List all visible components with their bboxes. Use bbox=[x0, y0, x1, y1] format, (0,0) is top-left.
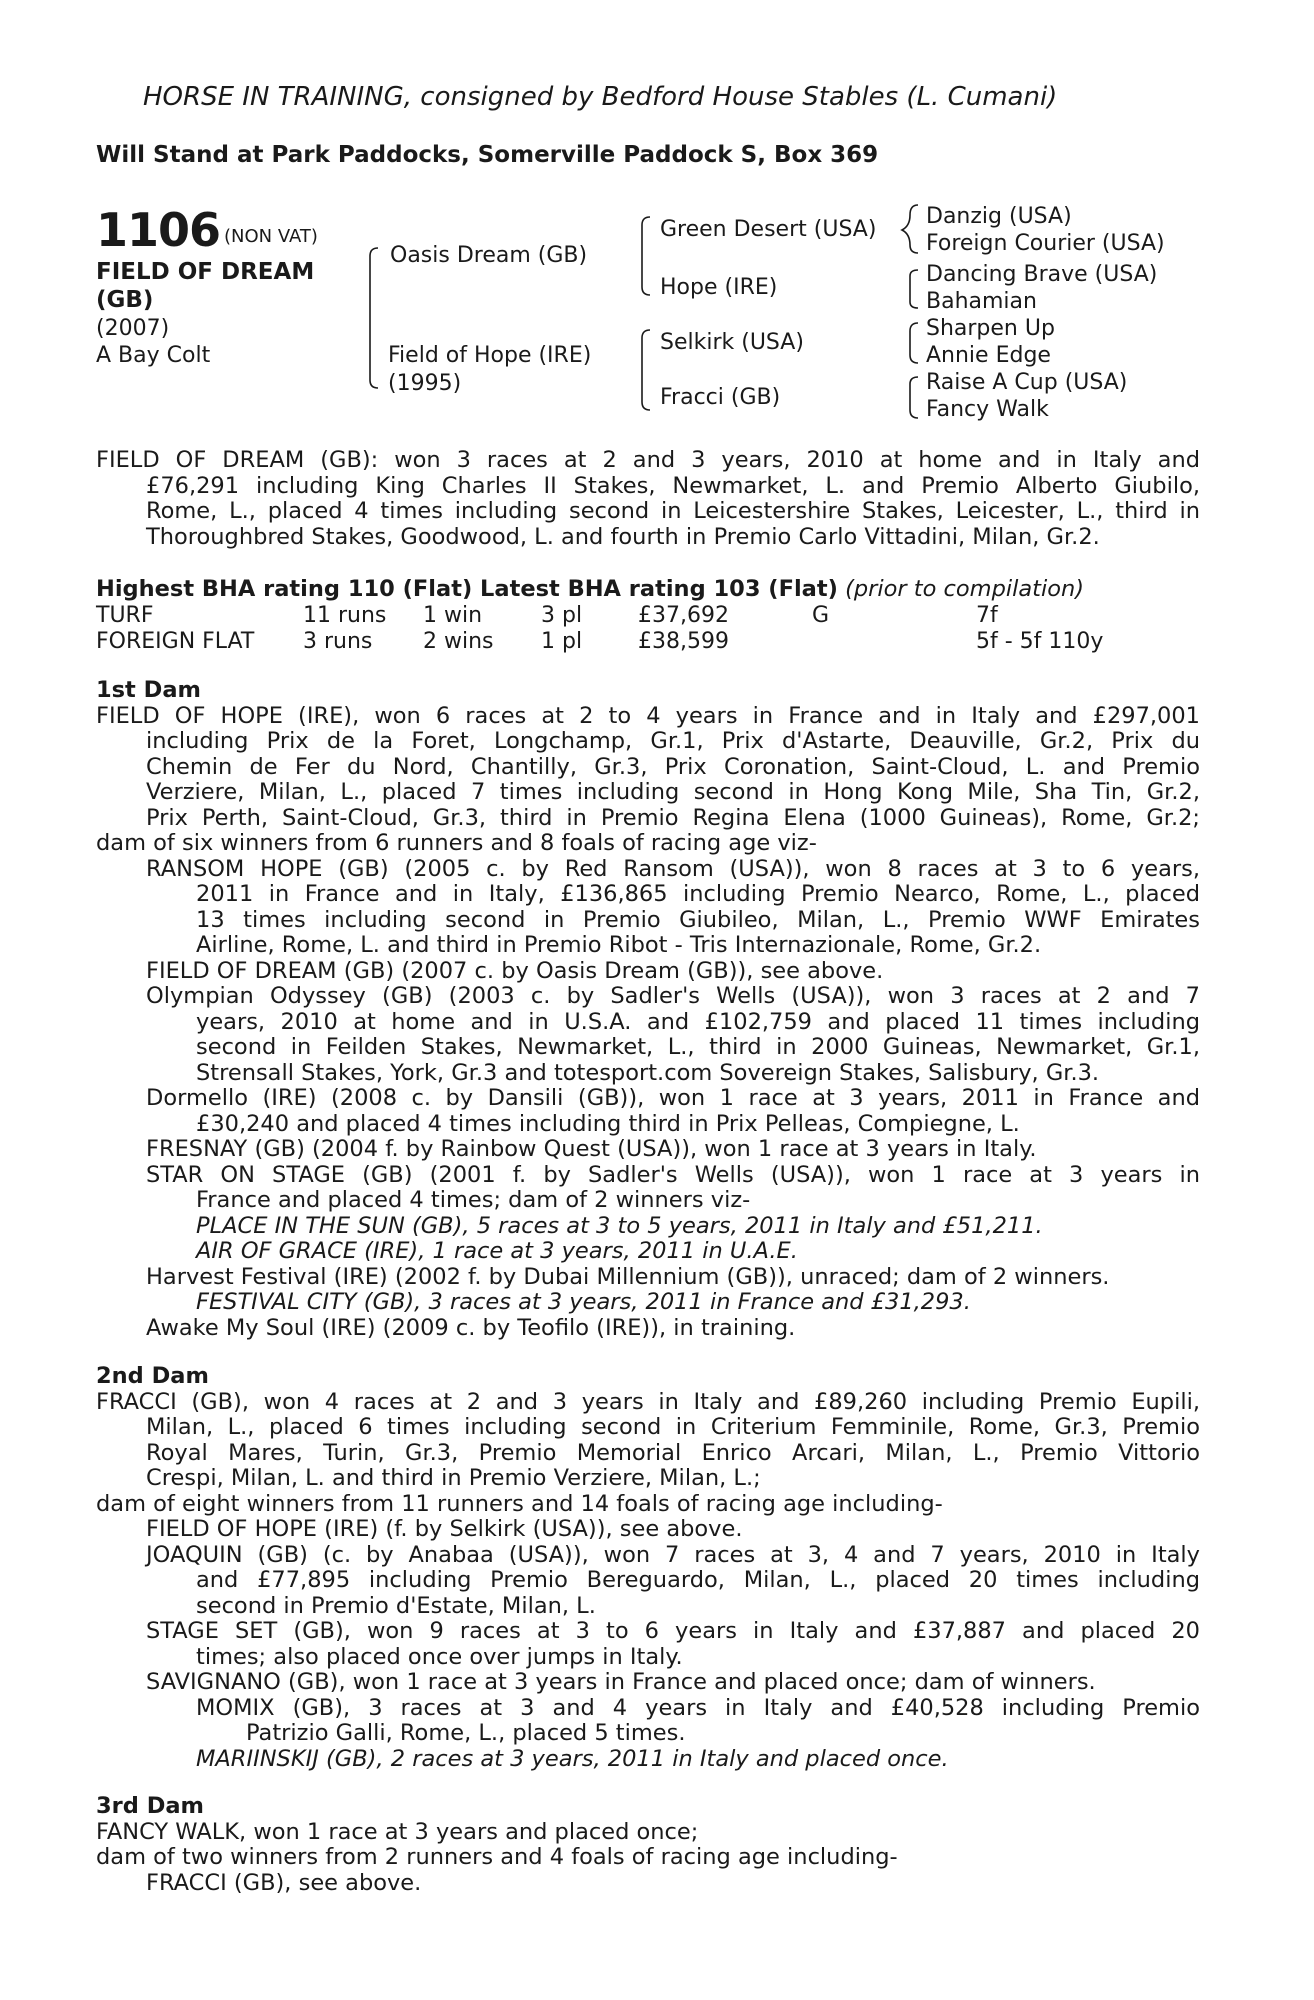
produce-line: STAGE SET (GB), won 9 races at 3 to 6 years in Italy and £37,887 and placed 20 bbox=[146, 1618, 1200, 1644]
dam-line: Prix Perth, Saint-Cloud, Gr.3, third in Premio Regina Elena (1000 Guineas), Rome, Gr.2; bbox=[146, 804, 1200, 831]
dam-line: dam of eight winners from 11 runners and 14 foals of racing age including- bbox=[96, 1490, 943, 1517]
pedigree-ggp: Danzig (USA) bbox=[926, 204, 1072, 229]
perf-runs: 3 runs bbox=[303, 629, 373, 654]
pedigree-ggp: Raise A Cup (USA) bbox=[926, 370, 1128, 395]
produce-line: FRACCI (GB), see above. bbox=[146, 1869, 422, 1896]
produce-line: PLACE IN THE SUN (GB), 5 races at 3 to 5 years, 2011 in Italy and £51,211. bbox=[196, 1212, 1043, 1239]
foaling-year: (2007) bbox=[96, 316, 170, 341]
pedigree-dam-year: (1995) bbox=[388, 371, 462, 396]
produce-line: years, 2010 at home and in U.S.A. and £102,759 and placed 11 times including bbox=[196, 1008, 1200, 1035]
pedigree-ggp: Sharpen Up bbox=[926, 316, 1055, 341]
ratings-heading-text: Highest BHA rating 110 (Flat) Latest BHA rating 103 (Flat) bbox=[96, 576, 838, 602]
perf-earnings: £38,599 bbox=[638, 629, 729, 654]
horse-name-line2: (GB) bbox=[96, 287, 154, 313]
produce-line: Awake My Soul (IRE) (2009 c. by Teofilo (IRE)), in training. bbox=[146, 1314, 796, 1341]
pedigree-ggp: Fancy Walk bbox=[926, 397, 1049, 422]
perf-wins: 1 win bbox=[423, 603, 483, 628]
pedigree-sire-sire: Green Desert (USA) bbox=[660, 217, 877, 242]
perf-type: TURF bbox=[96, 603, 154, 628]
first-dam-section bbox=[96, 678, 1200, 1341]
horse-name-line1: FIELD OF DREAM bbox=[96, 259, 315, 285]
produce-line: second in Premio d'Estate, Milan, L. bbox=[196, 1592, 596, 1619]
dam-line: dam of six winners from 6 runners and 8 foals of racing age viz- bbox=[96, 830, 817, 856]
produce-line: FIELD OF DREAM (GB) (2007 c. by Oasis Dream (GB)), see above. bbox=[146, 957, 884, 984]
dam-line: dam of two winners from 2 runners and 4 foals of racing age including- bbox=[96, 1844, 898, 1870]
second-dam-section bbox=[96, 1364, 1200, 1772]
produce-line: times; also placed once over jumps in Italy. bbox=[196, 1643, 683, 1670]
perf-wins: 2 wins bbox=[423, 629, 494, 654]
produce-line: RANSOM HOPE (GB) (2005 c. by Red Ransom (USA)), won 8 races at 3 to 6 years, bbox=[146, 855, 1200, 882]
perf-distance: 7f bbox=[976, 603, 998, 628]
dam-line: FIELD OF HOPE (IRE), won 6 races at 2 to 4 years in France and in Italy and £297,001 bbox=[96, 702, 1200, 729]
perf-placed: 1 pl bbox=[541, 629, 583, 654]
pedigree-dam-dam: Fracci (GB) bbox=[660, 385, 781, 410]
summary-line: FIELD OF DREAM (GB): won 3 races at 2 and 3 years, 2010 at home and in Italy and bbox=[96, 447, 1200, 473]
summary-line: Thoroughbred Stakes, Goodwood, L. and fourth in Premio Carlo Vittadini, Milan, Gr.2. bbox=[146, 523, 1100, 550]
pedigree-ggp: Annie Edge bbox=[926, 343, 1051, 368]
dam-line: Verziere, Milan, L., placed 7 times including second in Hong Kong Mile, Sha Tin, Gr.2, bbox=[146, 779, 1200, 805]
produce-line: FIELD OF HOPE (IRE) (f. by Selkirk (USA)), see above. bbox=[146, 1516, 743, 1542]
pedigree-ggp: Dancing Brave (USA) bbox=[926, 262, 1158, 287]
ratings-heading bbox=[96, 576, 1084, 602]
page-header-title: HORSE IN TRAINING, consigned by Bedford House Stables (L. Cumani) bbox=[143, 82, 1058, 112]
produce-line: MARIINSKIJ (GB), 2 races at 3 years, 2011 in Italy and placed once. bbox=[196, 1745, 949, 1772]
dam-line: including Prix de la Foret, Longchamp, Gr.1, Prix d'Astarte, Deauville, Gr.2, Prix du bbox=[146, 728, 1200, 754]
produce-line: AIR OF GRACE (IRE), 1 race at 3 years, 2011 in U.A.E. bbox=[196, 1238, 798, 1264]
produce-line: FESTIVAL CITY (GB), 3 races at 3 years, 2011 in France and £31,293. bbox=[196, 1289, 971, 1315]
produce-line: MOMIX (GB), 3 races at 3 and 4 years in Italy and £40,528 including Premio bbox=[196, 1694, 1200, 1721]
pedigree-sire-dam: Hope (IRE) bbox=[660, 275, 778, 300]
horse-description: A Bay Colt bbox=[96, 343, 211, 368]
lot-number: 1106 bbox=[96, 203, 221, 257]
pedigree-dam: Field of Hope (IRE) bbox=[388, 343, 592, 368]
summary-line: £76,291 including King Charles II Stakes, Newmarket, L. and Premio Alberto Giubilo, bbox=[146, 472, 1200, 499]
dam-line: FRACCI (GB), won 4 races at 2 and 3 years in Italy and £89,260 including Premio Eupili, bbox=[96, 1388, 1200, 1415]
dam-line: Crespi, Milan, L. and third in Premio Verziere, Milan, L.; bbox=[146, 1465, 761, 1491]
produce-line: Airline, Rome, L. and third in Premio Ribot - Tris Internazionale, Rome, Gr.2. bbox=[196, 932, 1042, 958]
pedigree-sire: Oasis Dream (GB) bbox=[390, 243, 588, 268]
produce-line: and £77,895 including Premio Bereguardo, Milan, L., placed 20 times including bbox=[196, 1567, 1200, 1593]
second-dam-heading: 2nd Dam bbox=[96, 1363, 209, 1389]
produce-line: Harvest Festival (IRE) (2002 f. by Dubai Millennium (GB)), unraced; dam of 2 winners. bbox=[146, 1263, 1110, 1290]
pedigree-dam-sire: Selkirk (USA) bbox=[660, 330, 804, 355]
perf-placed: 3 pl bbox=[541, 603, 583, 628]
first-dam-heading: 1st Dam bbox=[96, 677, 201, 703]
pedigree-ggp: Bahamian bbox=[926, 289, 1037, 314]
produce-line: Olympian Odyssey (GB) (2003 c. by Sadler's Wells (USA)), won 3 races at 2 and 7 bbox=[146, 983, 1200, 1009]
summary-line: Rome, L., placed 4 times including second in Leicestershire Stakes, Leicester, L., third in bbox=[146, 498, 1200, 524]
perf-earnings: £37,692 bbox=[638, 603, 729, 628]
produce-line: SAVIGNANO (GB), won 1 race at 3 years in France and placed once; dam of winners. bbox=[146, 1669, 1096, 1695]
produce-line: France and placed 4 times; dam of 2 winners viz- bbox=[196, 1187, 751, 1213]
stable-location: Will Stand at Park Paddocks, Somerville Paddock S, Box 369 bbox=[96, 142, 879, 168]
perf-runs: 11 runs bbox=[303, 603, 387, 628]
perf-distance: 5f - 5f 110y bbox=[976, 629, 1104, 654]
ratings-note: (prior to compilation) bbox=[845, 576, 1085, 602]
vat-status: (NON VAT) bbox=[224, 226, 318, 247]
produce-line: FRESNAY (GB) (2004 f. by Rainbow Quest (USA)), won 1 race at 3 years in Italy. bbox=[146, 1136, 1037, 1162]
produce-line: Patrizio Galli, Rome, L., placed 5 times. bbox=[246, 1720, 686, 1746]
dam-line: Royal Mares, Turin, Gr.3, Premio Memorial Enrico Arcari, Milan, L., Premio Vittorio bbox=[146, 1439, 1200, 1466]
dam-line: Milan, L., placed 6 times including second in Criterium Femminile, Rome, Gr.3, Premio bbox=[146, 1414, 1200, 1440]
produce-line: second in Feilden Stakes, Newmarket, L., third in 2000 Guineas, Newmarket, Gr.1, bbox=[196, 1034, 1200, 1060]
perf-going: G bbox=[812, 603, 830, 628]
perf-type: FOREIGN FLAT bbox=[96, 629, 255, 654]
race-summary bbox=[96, 448, 1200, 550]
produce-line: JOAQUIN (GB) (c. by Anabaa (USA)), won 7 races at 3, 4 and 7 years, 2010 in Italy bbox=[146, 1541, 1200, 1568]
dam-line: Chemin de Fer du Nord, Chantilly, Gr.3, Prix Coronation, Saint-Cloud, L. and Premio bbox=[146, 753, 1200, 780]
produce-line: Strensall Stakes, York, Gr.3 and totesport.com Sovereign Stakes, Salisbury, Gr.3. bbox=[196, 1059, 1100, 1086]
produce-line: STAR ON STAGE (GB) (2001 f. by Sadler's Wells (USA)), won 1 race at 3 years in bbox=[146, 1161, 1200, 1188]
dam-line: FANCY WALK, won 1 race at 3 years and placed once; bbox=[96, 1818, 699, 1845]
produce-line: 2011 in France and in Italy, £136,865 including Premio Nearco, Rome, L., placed bbox=[196, 881, 1200, 907]
third-dam-heading: 3rd Dam bbox=[96, 1793, 204, 1819]
pedigree-ggp: Foreign Courier (USA) bbox=[926, 231, 1165, 256]
produce-line: £30,240 and placed 4 times including third in Prix Pelleas, Compiegne, L. bbox=[196, 1110, 1020, 1137]
third-dam-section bbox=[96, 1794, 898, 1896]
produce-line: Dormello (IRE) (2008 c. by Dansili (GB)), won 1 race at 3 years, 2011 in France and bbox=[146, 1085, 1200, 1111]
produce-line: 13 times including second in Premio Giubileo, Milan, L., Premio WWF Emirates bbox=[196, 906, 1200, 933]
